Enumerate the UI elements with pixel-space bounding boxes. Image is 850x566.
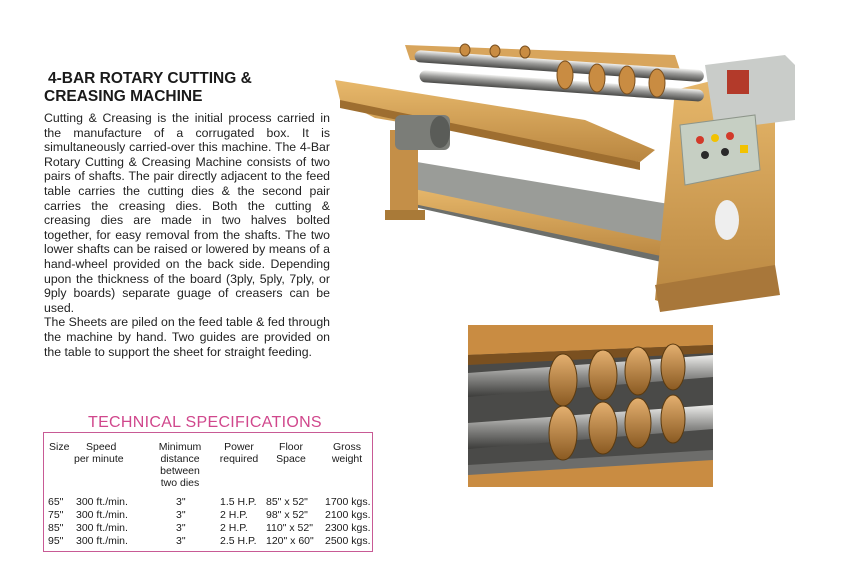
cell-floor: 98" x 52" [266, 509, 308, 521]
header-floor [268, 441, 314, 465]
cell-speed: 300 ft./min. [76, 535, 128, 547]
header-floor-line: Space [276, 453, 306, 465]
closeup-photo [468, 325, 713, 487]
description-paragraph-1: Cutting & Creasing is the initial process carried in the manufacture of a corrugated box. It is simultaneously carried-over this machine. The 4-Bar Rotary Cutting & Creasing Machine consists of two pairs of shafts. The pair directly adjacent to the feed table carries the cutting dies & the second pair carries the creasing dies. Both the cutting & creasing dies are made in two halves bolted together, for easy removal from the shafts. The two lower shafts can be raised or lowered by means of a hand-wheel provided on the back side. Depending upon the thickness of the board (3ply, 5ply, 7ply, or 9ply boards) separate guage of creasers can be used. [44, 111, 330, 315]
page-title [44, 70, 334, 106]
header-distance-line: two dies [160, 477, 200, 489]
cell-power: 1.5 H.P. [220, 496, 257, 508]
cell-power: 2 H.P. [220, 522, 248, 534]
header-weight-line: weight [331, 453, 363, 465]
cell-weight: 2500 kgs. [325, 535, 371, 547]
description [44, 111, 330, 359]
header-distance-line: distance [160, 453, 200, 465]
cell-weight: 2300 kgs. [325, 522, 371, 534]
header-distance-line: between [160, 465, 200, 477]
cell-size: 95" [48, 535, 64, 547]
header-weight-line: Gross [332, 441, 361, 453]
spec-table [43, 432, 373, 552]
header-power-line: required [219, 453, 259, 465]
header-weight [322, 441, 372, 465]
cell-speed: 300 ft./min. [76, 522, 128, 534]
header-size: Size [49, 441, 70, 453]
machine-photo [335, 30, 810, 315]
cell-size: 85" [48, 522, 64, 534]
title-line-2: CREASING MACHINE [44, 88, 203, 105]
cell-size: 75" [48, 509, 64, 521]
header-power-line: Power [224, 441, 254, 453]
closeup-illustration [468, 325, 713, 487]
cell-weight: 2100 kgs. [325, 509, 371, 521]
cell-distance: 3" [176, 509, 186, 521]
header-speed [74, 441, 144, 465]
header-power [214, 441, 264, 465]
cell-speed: 300 ft./min. [76, 496, 128, 508]
title-line-1: 4-BAR ROTARY CUTTING & [48, 70, 252, 87]
description-paragraph-2: The Sheets are piled on the feed table & fed through the machine by hand. Two guides are provided on the table to support the sheet for straight feeding. [44, 315, 330, 359]
cell-floor: 120" x 60" [266, 535, 314, 547]
cell-distance: 3" [176, 535, 186, 547]
cell-floor: 110" x 52" [266, 522, 313, 534]
header-distance [152, 441, 208, 489]
machine-illustration [335, 30, 810, 315]
spec-heading: TECHNICAL SPECIFICATIONS [88, 414, 322, 431]
header-floor-line: Floor [279, 441, 303, 453]
cell-distance: 3" [176, 496, 186, 508]
header-speed-line: Speed [86, 441, 117, 453]
header-distance-line: Minimum [158, 441, 202, 453]
cell-distance: 3" [176, 522, 186, 534]
cell-power: 2.5 H.P. [220, 535, 257, 547]
cell-size: 65" [48, 496, 64, 508]
header-speed-line: per minute [74, 453, 124, 465]
cell-floor: 85" x 52" [266, 496, 308, 508]
cell-weight: 1700 kgs. [325, 496, 371, 508]
cell-power: 2 H.P. [220, 509, 248, 521]
cell-speed: 300 ft./min. [76, 509, 128, 521]
